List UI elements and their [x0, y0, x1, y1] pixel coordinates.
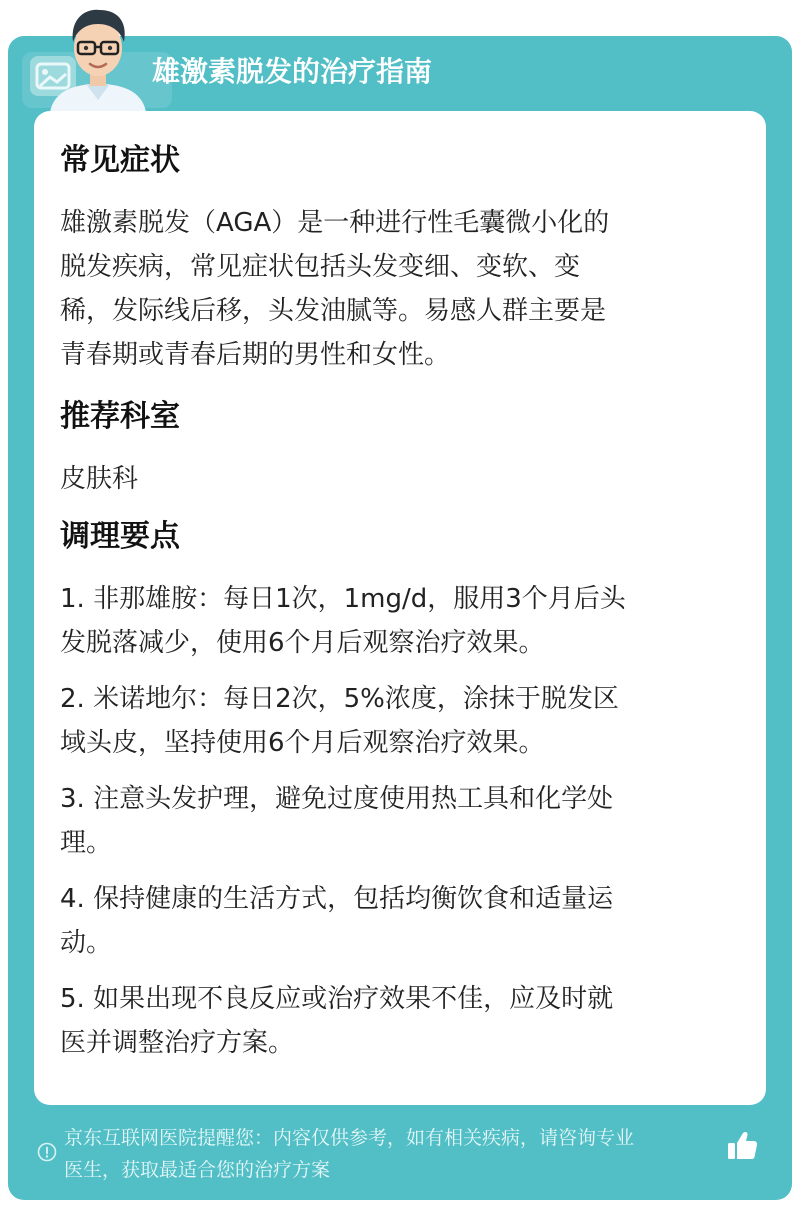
department-text — [60, 457, 740, 501]
section-title-department: 推荐科室 — [60, 399, 180, 434]
text-line: 5. 如果出现不良反应或治疗效果不佳，应及时就 — [60, 984, 614, 1014]
section-title-care-points: 调理要点 — [60, 519, 180, 554]
symptoms-text — [60, 201, 740, 377]
text-line: 青春期或青春后期的男性和女性。 — [60, 340, 451, 370]
text-line: 4. 保持健康的生活方式，包括均衡饮食和适量运 — [60, 884, 614, 914]
text-line: 稀，发际线后移，头发油腻等。易感人群主要是 — [60, 296, 607, 326]
text-line: 1. 非那雄胺：每日1次，1mg/d，服用3个月后头 — [60, 584, 626, 614]
doctor-avatar — [46, 0, 150, 112]
list-item — [60, 677, 740, 765]
info-icon — [36, 1141, 58, 1163]
text-line: 2. 米诺地尔：每日2次，5%浓度，涂抹于脱发区 — [60, 684, 619, 714]
page-title: 雄激素脱发的治疗指南 — [152, 55, 433, 88]
content-panel — [34, 111, 766, 1105]
thumbs-up-icon[interactable] — [724, 1128, 760, 1164]
section-title-symptoms: 常见症状 — [60, 143, 180, 178]
text-line: 3. 注意头发护理，避免过度使用热工具和化学处 — [60, 784, 614, 814]
list-item — [60, 977, 740, 1065]
text-line: 发脱落减少，使用6个月后观察治疗效果。 — [60, 628, 545, 658]
footer-disclaimer — [64, 1122, 728, 1186]
text-line: 医并调整治疗方案。 — [60, 1028, 295, 1058]
text-line: 动。 — [60, 928, 113, 958]
text-line: 皮肤科 — [60, 464, 139, 494]
text-line: 理。 — [60, 828, 113, 858]
footer-line: 医生，获取最适合您的治疗方案 — [64, 1159, 331, 1181]
text-line: 脱发疾病，常见症状包括头发变细、变软、变 — [60, 252, 581, 282]
list-item — [60, 877, 740, 965]
list-item — [60, 577, 740, 665]
text-line: 域头皮，坚持使用6个月后观察治疗效果。 — [60, 728, 545, 758]
footer-line: 京东互联网医院提醒您：内容仅供参考，如有相关疾病，请咨询专业 — [64, 1127, 635, 1149]
list-item — [60, 777, 740, 865]
text-line: 雄激素脱发（AGA）是一种进行性毛囊微小化的 — [60, 208, 610, 238]
